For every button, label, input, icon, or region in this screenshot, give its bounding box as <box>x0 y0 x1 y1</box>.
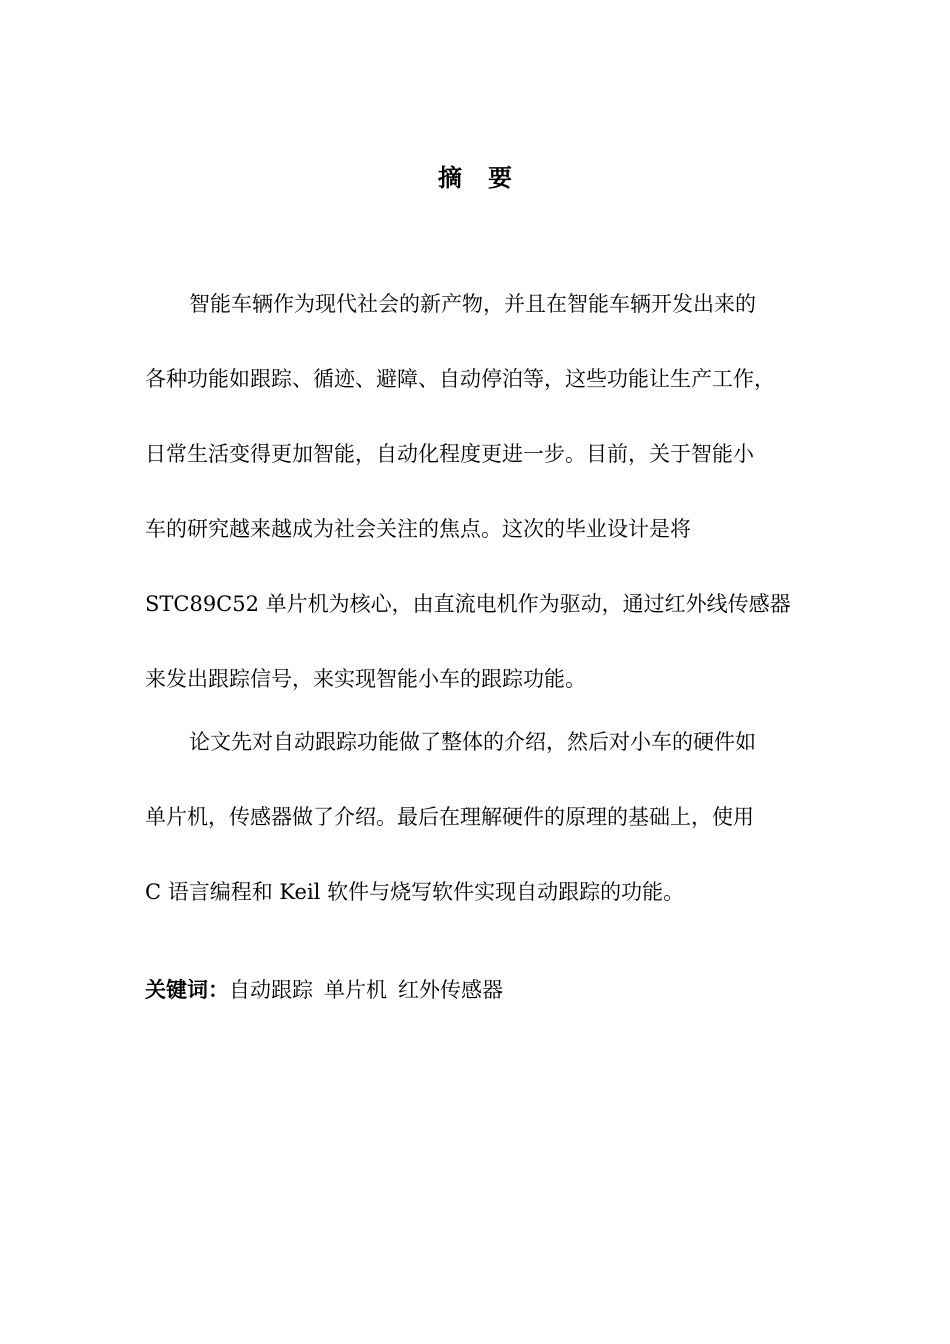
paragraph-2-line-3: C 语言编程和 Keil 软件与烧写软件实现自动跟踪的功能。 <box>145 880 685 904</box>
paragraph-2-line-2: 单片机，传感器做了介绍。最后在理解硬件的原理的基础上，使用 <box>145 805 754 829</box>
abstract-title: 摘要 <box>438 164 538 192</box>
keyword-item: 自动跟踪 <box>229 978 313 1002</box>
keywords-label: 关键词： <box>145 978 229 1002</box>
paragraph-1-line-5: STC89C52 单片机为核心，由直流电机作为驱动，通过红外线传感器 <box>145 592 791 616</box>
keyword-item: 红外传感器 <box>398 978 503 1002</box>
paragraph-1-line-3: 日常生活变得更加智能，自动化程度更进一步。目前，关于智能小 <box>145 442 754 466</box>
keywords-line <box>145 974 514 1006</box>
paragraph-1-line-6: 来发出跟踪信号，来实现智能小车的跟踪功能。 <box>145 667 586 691</box>
paragraph-1-line-2: 各种功能如跟踪、循迹、避障、自动停泊等，这些功能让生产工作， <box>145 367 775 391</box>
keyword-item: 单片机 <box>324 978 387 1002</box>
paragraph-2-line-1: 论文先对自动跟踪功能做了整体的介绍，然后对小车的硬件如 <box>189 730 756 754</box>
paragraph-1-line-1: 智能车辆作为现代社会的新产物，并且在智能车辆开发出来的 <box>189 292 756 316</box>
paragraph-1-line-4: 车的研究越来越成为社会关注的焦点。这次的毕业设计是将 <box>145 517 691 541</box>
